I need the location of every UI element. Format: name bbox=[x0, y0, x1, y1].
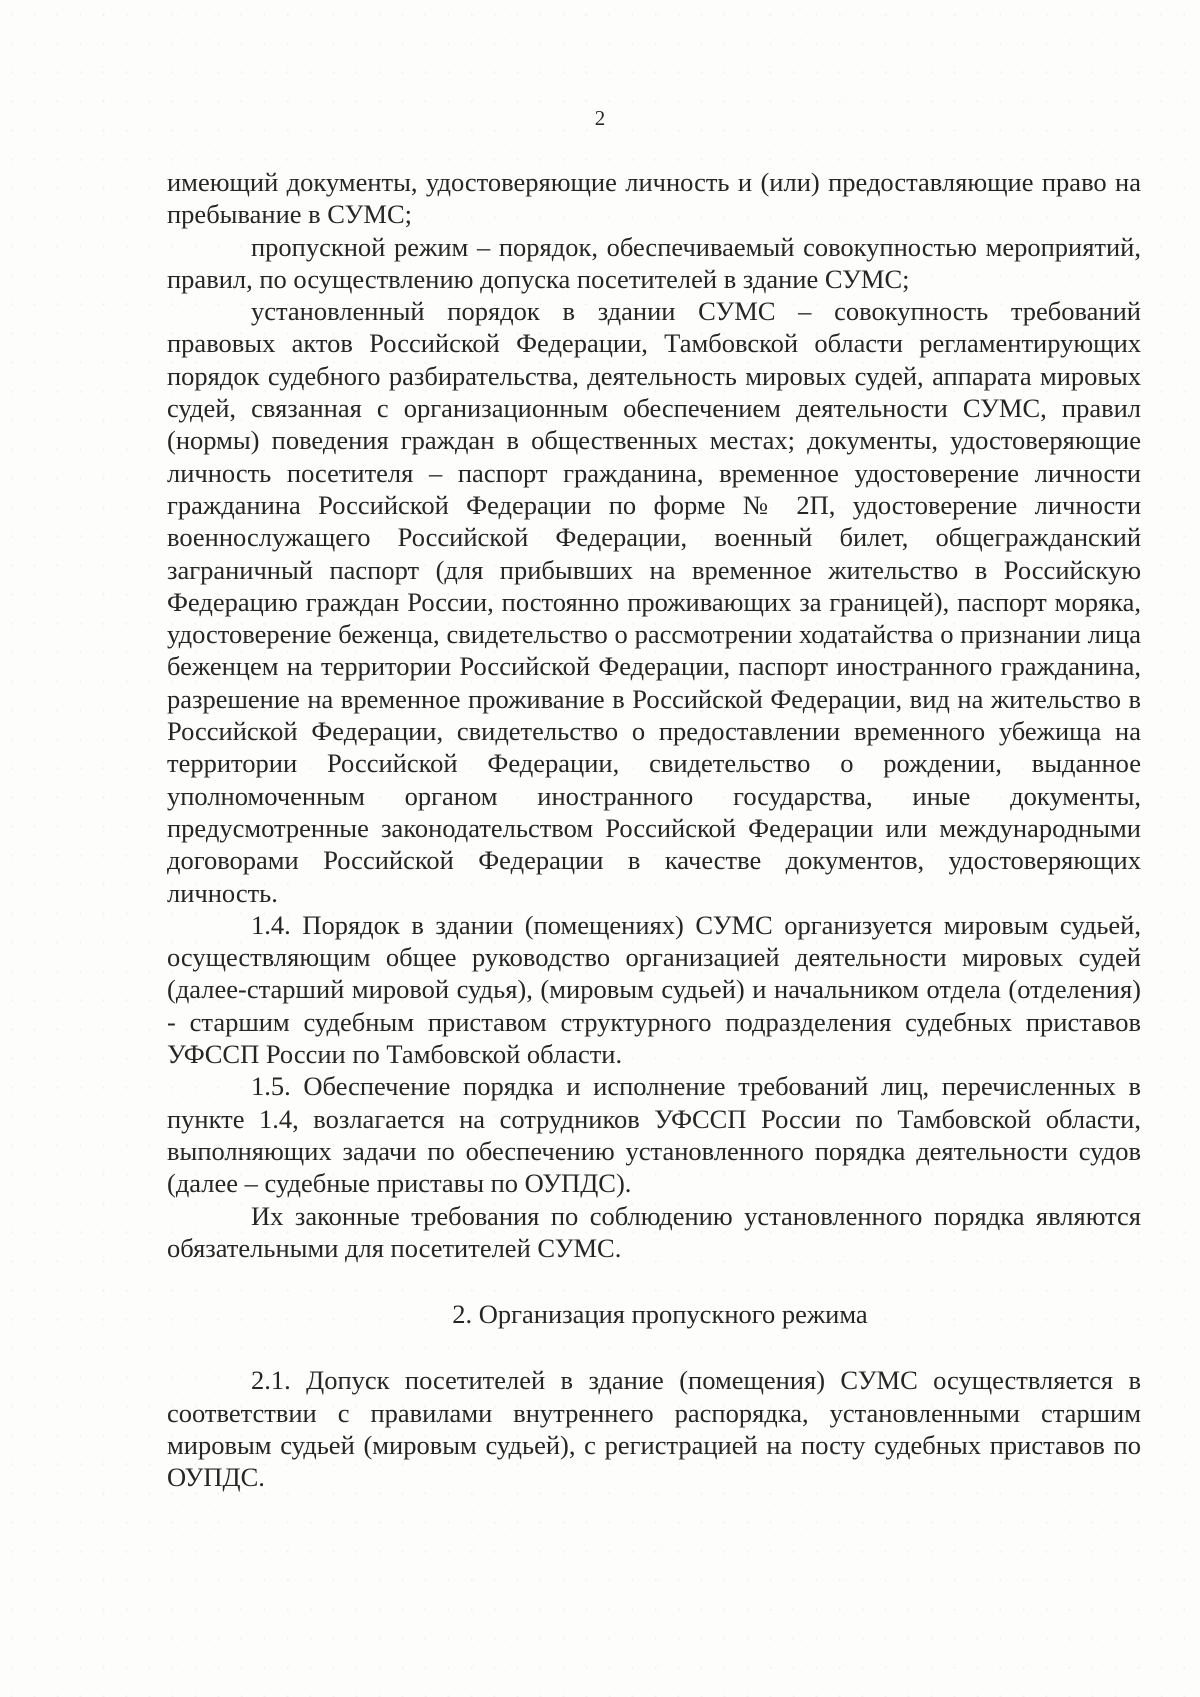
paragraph-1-4: 1.4. Порядок в здании (помещениях) СУМС организуется мировым судьей, осуществляющим общее руководство организацией деятельности мировых судей (далее-старший мировой судья), (мировым судьей) и начальником отдела (отделения) - старшим судебным приставом структурного подразделения судебных приставов УФССП России по Тамбовской области. bbox=[167, 909, 1141, 1070]
paragraph-1-5: 1.5. Обеспечение порядка и исполнение требований лиц, перечисленных в пункте 1.4, возлагается на сотрудников УФССП России по Тамбовской области, выполняющих задачи по обеспечению установленного порядка деятельности судов (далее – судебные приставы по ОУПДС). bbox=[167, 1071, 1141, 1199]
paragraph-access-regime: пропускной режим – порядок, обеспечиваемый совокупностью мероприятий, правил, по осуществлению допуска посетителей в здание СУМС; bbox=[167, 231, 1141, 294]
document-body bbox=[167, 166, 1141, 1494]
paragraph-established-order: установленный порядок в здании СУМС – совокупность требований правовых актов Российской Федерации, Тамбовской области регламентирующих порядок судебного разбирательства, деятельность мировых судей, аппарата мировых судей, связанная с организационным обеспечением деятельности СУМС, правил (нормы) поведения граждан в общественных местах; документы, удостоверяющие личность посетителя – паспорт гражданина, временное удостоверение личности гражданина Российской Федерации по форме № 2П, удостоверение личности военнослужащего Российской Федерации, военный билет, общегражданский заграничный паспорт (для прибывших на временное жительство в Российскую Федерацию граждан России, постоянно проживающих за границей), паспорт моряка, удостоверение беженца, свидетельство о рассмотрении ходатайства о признании лица беженцем на территории Российской Федерации, паспорт иностранного гражданина, разрешение на временное проживание в Российской Федерации, вид на жительство в Российской Федерации, свидетельство о предоставлении временного убежища на территории Российской Федерации, свидетельство о рождении, выданное уполномоченным органом иностранного государства, иные документы, предусмотренные законодательством Российской Федерации или международными договорами Российской Федерации в качестве документов, удостоверяющих личность. bbox=[167, 296, 1141, 908]
paragraph-continuation: имеющий документы, удостоверяющие личность и (или) предоставляющие право на пребывание в СУМС; bbox=[167, 167, 1141, 230]
section-heading: 2. Организация пропускного режима bbox=[452, 1299, 868, 1330]
paragraph-2-1: 2.1. Допуск посетителей в здание (помещения) СУМС осуществляется в соответствии с правилами внутреннего распорядка, установленными старшим мировым судьей (мировым судьей), с регистрацией на посту судебных приставов по ОУПДС. bbox=[167, 1365, 1141, 1493]
page-number: 2 bbox=[594, 106, 606, 130]
paragraph-lawful-requirements: Их законные требования по соблюдению установленного порядка являются обязательными для посетителей СУМС. bbox=[167, 1200, 1141, 1263]
